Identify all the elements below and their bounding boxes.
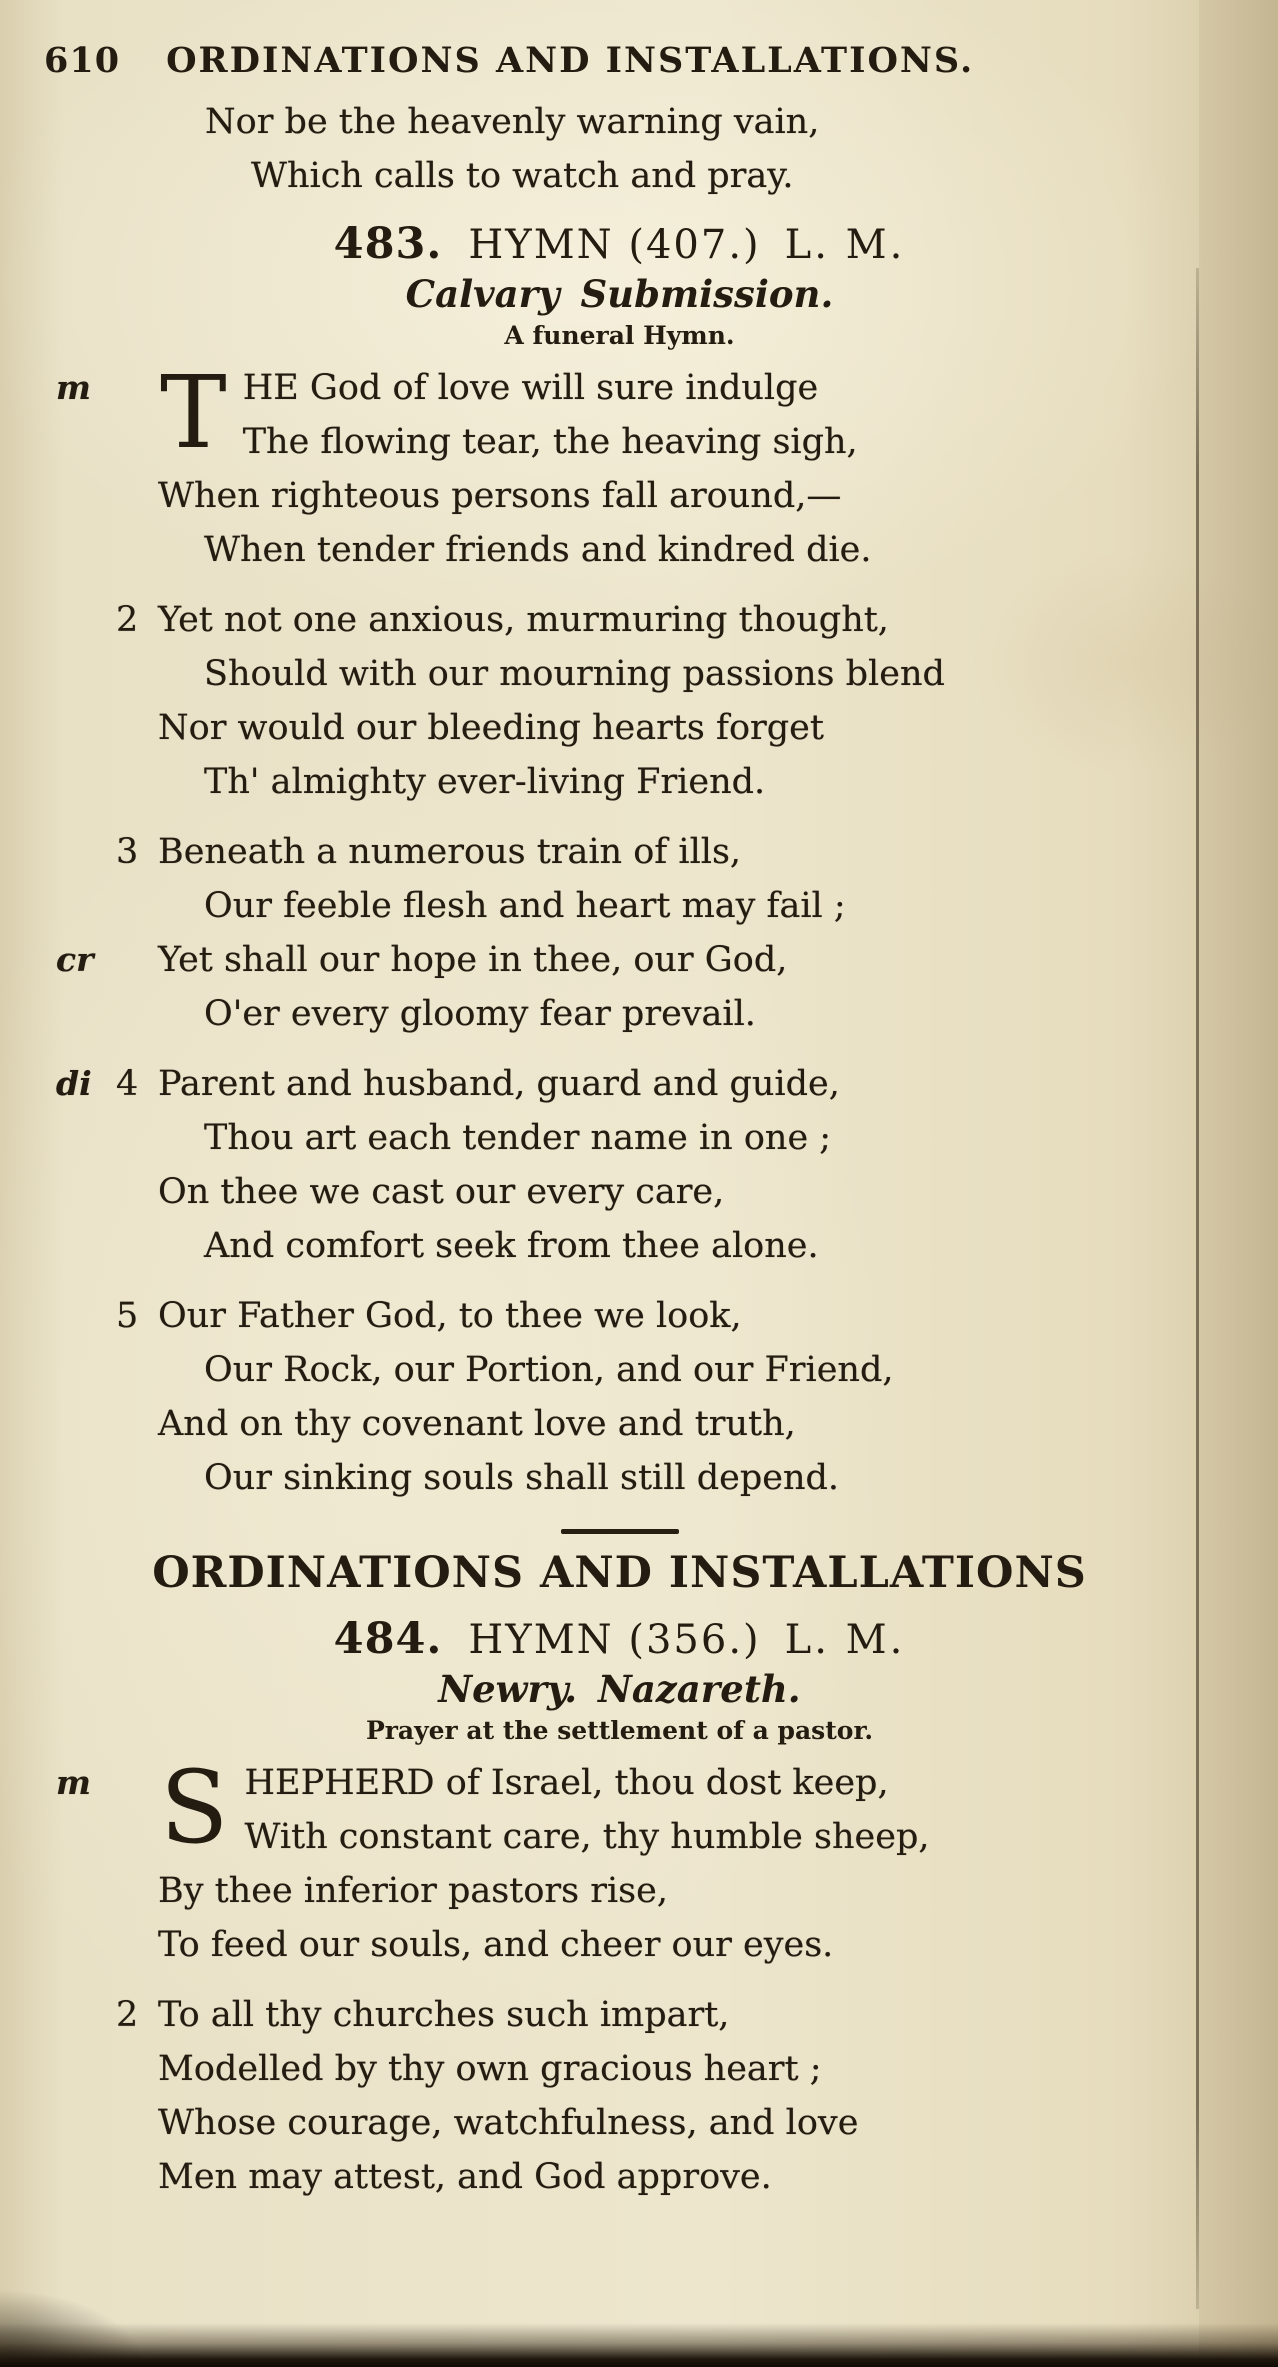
- stanza: [116, 1289, 1197, 1505]
- margin-mark: m: [56, 1763, 91, 1802]
- previous-hymn-ending: [205, 95, 1197, 203]
- hymn-caption: Prayer at the settlement of a pastor.: [365, 1716, 874, 1745]
- page-edge-line: [1196, 268, 1199, 2309]
- verse-line: Nor be the heavenly warning vain,: [205, 102, 820, 142]
- verse-line: And on thy covenant love and truth,: [158, 1404, 796, 1444]
- verse-line: Our sinking souls shall still depend.: [204, 1458, 840, 1498]
- verse-line: Which calls to watch and pray.: [251, 156, 794, 196]
- stanzas: [56, 1749, 1197, 2204]
- verse-line: The flowing tear, the heaving sigh,: [242, 422, 858, 462]
- verse-line: By thee inferior pastors rise,: [158, 1871, 668, 1911]
- margin-mark: cr: [56, 940, 94, 979]
- verse-line: Thou art each tender name in one ;: [204, 1118, 832, 1158]
- stanza-number: 2: [116, 1995, 139, 2035]
- stanza-number: 4: [116, 1064, 139, 1104]
- book-page: [42, 40, 1197, 2220]
- stanza: [56, 825, 1197, 1041]
- verse-line: Whose courage, watchfulness, and love: [158, 2103, 859, 2143]
- page-number: 610: [44, 40, 121, 81]
- drop-cap: T: [160, 354, 227, 471]
- stanza-number: 2: [116, 600, 139, 640]
- margin-mark: di: [56, 1064, 92, 1103]
- verse-line: When tender friends and kindred die.: [204, 530, 872, 570]
- verse-line: cr Yet shall our hope in thee, our God,: [158, 933, 1197, 987]
- margin-mark: m: [56, 368, 91, 407]
- verse-line: When righteous persons fall around,—: [158, 476, 842, 516]
- verse-line: Our feeble flesh and heart may fail ;: [204, 886, 846, 926]
- section-heading: ORDINATIONS AND INSTALLATIONS: [152, 1548, 1087, 1598]
- hymn-title: HYMN (407.): [468, 222, 761, 268]
- running-header-title: ORDINATIONS AND INSTALLATIONS.: [166, 40, 975, 81]
- hymn-484: [42, 1614, 1197, 2204]
- tune-names: Newry. Nazareth.: [438, 1667, 801, 1711]
- hymn-title: HYMN (356.): [468, 1617, 761, 1663]
- verse-line: To feed our souls, and cheer our eyes.: [158, 1925, 834, 1965]
- verse-line: O'er every gloomy fear prevail.: [204, 994, 756, 1034]
- stanza-number: 5: [116, 1296, 139, 1336]
- verse-line: Th' almighty ever-living Friend.: [204, 762, 766, 802]
- verse-line: And comfort seek from thee alone.: [204, 1226, 819, 1266]
- verse-line: di 4 Parent and husband, guard and guide,: [158, 1057, 1197, 1111]
- tune-names: Calvary Submission.: [405, 272, 834, 316]
- verse-line: 5 Our Father God, to thee we look,: [158, 1289, 1197, 1343]
- hymn-483: [42, 219, 1197, 1505]
- hymn-caption: A funeral Hymn.: [504, 321, 735, 350]
- verse-line: With constant care, thy humble sheep,: [244, 1817, 930, 1857]
- verse-line: Men may attest, and God approve.: [158, 2157, 772, 2197]
- verse-line: Our Rock, our Portion, and our Friend,: [204, 1350, 894, 1390]
- running-header: [42, 40, 1197, 81]
- hymn-heading: [42, 1614, 1197, 1664]
- stanza: [56, 354, 1197, 577]
- verse-line: m HE God of love will sure indulge: [158, 361, 1197, 415]
- verse-line: 2 To all thy churches such impart,: [158, 1988, 1197, 2042]
- stanza: [56, 1749, 1197, 1972]
- section-divider: [561, 1529, 679, 1534]
- book-bottom-edge: [0, 2323, 1278, 2367]
- stanza: [116, 1988, 1197, 2204]
- verse-line: On thee we cast our every care,: [158, 1172, 725, 1212]
- hymn-meter: L. M.: [784, 222, 906, 268]
- verse-line: Modelled by thy own gracious heart ;: [158, 2049, 822, 2089]
- verse-line: 2 Yet not one anxious, murmuring thought,: [158, 593, 1197, 647]
- page-outer-edge: [1199, 0, 1278, 2367]
- hymn-number: 483.: [333, 219, 443, 269]
- hymn-meter: L. M.: [784, 1617, 906, 1663]
- stanza: [56, 1057, 1197, 1273]
- stanzas: [56, 354, 1197, 1505]
- verse-line: Nor would our bleeding hearts forget: [158, 708, 824, 748]
- verse-line: 3 Beneath a numerous train of ills,: [158, 825, 1197, 879]
- verse-line: m HEPHERD of Israel, thou dost keep,: [158, 1756, 1197, 1810]
- hymn-heading: [42, 219, 1197, 269]
- drop-cap: S: [160, 1749, 229, 1866]
- stanza-number: 3: [116, 832, 139, 872]
- verse-line: Should with our mourning passions blend: [204, 654, 945, 694]
- hymn-number: 484.: [333, 1614, 443, 1664]
- stanza: [116, 593, 1197, 809]
